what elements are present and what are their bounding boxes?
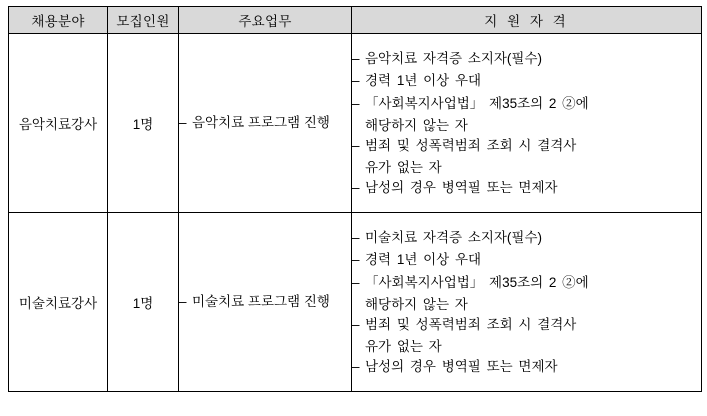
cell-field: 음악치료강사 (9, 34, 108, 213)
qualification-item-continuation: 해당하지 않는 자 (365, 118, 468, 134)
cell-qualification (352, 34, 702, 213)
table-row (9, 34, 702, 213)
cell-field: 미술치료강사 (9, 213, 108, 392)
qualification-item: – 「사회복지사업법」 제35조의 2 ②에 (352, 94, 701, 114)
column-header-duty: 주요업무 (179, 7, 352, 34)
cell-qualification (352, 213, 702, 392)
cell-duty (179, 213, 352, 392)
cell-count: 1명 (108, 213, 179, 392)
table-body (9, 34, 702, 392)
qualification-item-continuation: 유가 없는 자 (365, 160, 442, 176)
column-header-count: 모집인원 (108, 7, 179, 34)
qualification-item: – 범죄 및 성폭력범죄 조회 시 결격사 (352, 136, 701, 156)
duty-item: – 음악치료 프로그램 진행 (179, 113, 351, 133)
qualification-item: – 남성의 경우 병역필 또는 면제자 (352, 357, 701, 377)
table-header-row (9, 7, 702, 34)
duty-item: – 미술치료 프로그램 진행 (179, 292, 351, 312)
recruitment-table (8, 6, 702, 392)
qualification-item-continuation: 해당하지 않는 자 (365, 297, 468, 313)
column-header-field: 채용분야 (9, 7, 108, 34)
qualification-item: – 음악치료 자격증 소지자(필수) (352, 49, 701, 69)
table-header (9, 7, 702, 34)
cell-duty (179, 34, 352, 213)
qualification-item: – 남성의 경우 병역필 또는 면제자 (352, 178, 701, 198)
qualification-item: – 미술치료 자격증 소지자(필수) (352, 228, 701, 248)
qualification-item: – 「사회복지사업법」 제35조의 2 ②에 (352, 273, 701, 293)
qualification-item-continuation: 유가 없는 자 (365, 339, 442, 355)
column-header-qualification: 지 원 자 격 (352, 7, 702, 34)
cell-count: 1명 (108, 34, 179, 213)
table-row (9, 213, 702, 392)
qualification-item: – 경력 1년 이상 우대 (352, 71, 701, 91)
qualification-item: – 범죄 및 성폭력범죄 조회 시 결격사 (352, 315, 701, 335)
qualification-item: – 경력 1년 이상 우대 (352, 250, 701, 270)
